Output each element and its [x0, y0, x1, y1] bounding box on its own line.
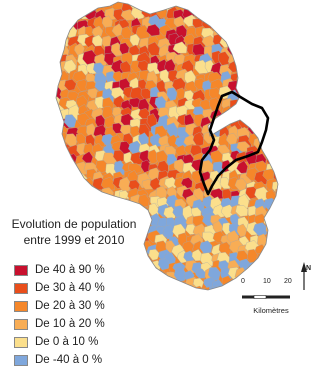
commune-cell: [247, 52, 260, 66]
commune-cell: [48, 189, 58, 202]
commune-cell: [256, 115, 267, 127]
commune-cell: [66, 203, 78, 216]
commune-cell: [50, 179, 61, 192]
commune-cell: [283, 197, 294, 208]
legend-label: De 40 à 90 %: [35, 264, 105, 276]
commune-cell: [237, 63, 247, 77]
commune-cell: [140, 0, 151, 9]
commune-cell: [220, 8, 234, 20]
commune-cell: [283, 134, 293, 147]
commune-cell: [221, 25, 234, 39]
commune-cell: [138, 267, 151, 280]
commune-cell: [276, 118, 287, 131]
commune-cell: [275, 151, 285, 165]
commune-cell: [210, 0, 223, 10]
commune-cell: [104, 198, 115, 212]
commune-cell: [258, 38, 269, 51]
commune-cell: [231, 26, 244, 39]
commune-cell: [209, 286, 223, 297]
commune-cell: [91, 196, 103, 209]
commune-cell: [274, 206, 287, 220]
commune-cell: [275, 53, 288, 67]
commune-cell: [238, 43, 249, 56]
commune-cell: [267, 234, 277, 247]
commune-cell: [119, 252, 131, 267]
commune-cell: [220, 0, 230, 13]
commune-cell: [281, 142, 293, 157]
commune-cell: [282, 98, 292, 108]
commune-cell: [147, 298, 157, 313]
commune-cell: [272, 0, 284, 8]
commune-cell: [265, 239, 278, 254]
commune-cell: [76, 189, 86, 205]
commune-cell: [105, 294, 115, 306]
commune-cell: [247, 62, 261, 76]
commune-cell: [50, 19, 63, 31]
commune-cell: [257, 253, 269, 265]
legend-item: [14, 316, 105, 332]
commune-cell: [86, 197, 95, 211]
commune-cell: [245, 18, 256, 31]
scale-ticks: [240, 278, 302, 287]
legend-title-line1: Evolution de population: [11, 217, 137, 231]
commune-cell: [48, 43, 59, 55]
commune-cell: [264, 0, 275, 10]
scale-tick-label: 0: [241, 278, 245, 285]
commune-cell: [123, 295, 135, 307]
commune-cell: [284, 60, 297, 74]
commune-cell: [164, 297, 178, 310]
commune-cell: [113, 297, 125, 309]
commune-cell: [123, 278, 136, 292]
commune-cell: [285, 162, 296, 174]
commune-cell: [111, 250, 124, 265]
commune-cell: [262, 15, 274, 27]
commune-cell: [157, 277, 171, 290]
commune-cell: [200, 6, 213, 20]
commune-cell: [276, 72, 290, 85]
commune-cell: [220, 19, 232, 35]
commune-cell: [276, 267, 288, 279]
legend-swatch: [14, 319, 28, 330]
commune-cell: [267, 133, 279, 147]
commune-cell: [246, 0, 257, 13]
commune-cell: [265, 145, 277, 157]
commune-cell: [257, 83, 268, 95]
commune-cell: [275, 215, 287, 229]
commune-cell: [202, 299, 216, 310]
commune-cell: [110, 277, 123, 287]
commune-cell: [138, 298, 152, 310]
commune-cell: [258, 64, 268, 78]
commune-cell: [285, 51, 295, 66]
commune-cell: [272, 134, 284, 148]
commune-cell: [255, 9, 267, 21]
commune-cell: [236, 24, 247, 39]
commune-cell: [255, 45, 267, 58]
commune-cell: [58, 195, 68, 209]
north-arrow-icon: [301, 262, 311, 290]
commune-cell: [118, 287, 130, 299]
commune-cell: [285, 72, 296, 86]
legend-item: [14, 280, 105, 296]
scale-unit-label: Kilomètres: [253, 306, 289, 315]
commune-cell: [282, 261, 293, 273]
commune-cell: [280, 250, 293, 263]
commune-cell: [277, 28, 290, 42]
commune-cell: [274, 240, 287, 252]
legend-item: [14, 334, 105, 350]
commune-cell: [114, 200, 124, 212]
commune-cell: [273, 8, 284, 21]
commune-cell: [284, 207, 294, 221]
commune-cell: [281, 181, 294, 192]
commune-cell: [283, 19, 293, 33]
commune-cell: [159, 296, 172, 308]
commune-cell: [249, 80, 263, 94]
commune-cell: [49, 150, 60, 164]
scale-tick-label: 20: [284, 278, 292, 285]
commune-cell: [236, 0, 246, 10]
commune-cell: [283, 37, 294, 51]
commune-cell: [56, 178, 70, 192]
commune-cell: [272, 81, 283, 92]
commune-cell: [238, 107, 250, 120]
legend-swatch: [14, 265, 28, 276]
commune-cell: [192, 297, 203, 312]
commune-cell: [46, 1, 58, 14]
legend-swatch: [14, 283, 28, 294]
commune-cell: [47, 37, 58, 48]
commune-cell: [266, 97, 278, 111]
commune-cell: [274, 197, 287, 209]
commune-cell: [246, 7, 260, 21]
commune-cell: [130, 271, 141, 282]
legend-label: De -40 à 0 %: [35, 354, 103, 366]
commune-cell: [240, 10, 251, 23]
commune-cell: [52, 24, 62, 34]
commune-cell: [282, 6, 295, 21]
commune-cell: [128, 298, 142, 310]
commune-cell: [129, 261, 142, 273]
commune-cell: [229, 285, 241, 299]
legend-item: [14, 262, 105, 278]
commune-cell: [68, 0, 79, 14]
commune-cell: [283, 150, 296, 163]
commune-cell: [172, 294, 184, 309]
commune-cell: [267, 27, 277, 41]
commune-cell: [263, 250, 277, 264]
commune-cell: [273, 17, 285, 28]
commune-cell: [281, 213, 293, 226]
commune-cell: [283, 235, 295, 248]
legend-item: [14, 298, 105, 314]
commune-cell: [48, 64, 60, 79]
commune-cell: [142, 261, 153, 275]
commune-cell: [262, 35, 274, 46]
commune-cell: [285, 1, 298, 14]
commune-cell: [68, 6, 83, 21]
commune-cell: [277, 124, 288, 138]
scale-bar: [240, 278, 302, 315]
scale-bar-graphic: [240, 295, 294, 300]
commune-cell: [50, 170, 63, 182]
commune-cell: [51, 198, 61, 214]
commune-cell: [273, 262, 287, 277]
commune-cell: [48, 118, 59, 130]
commune-cell: [113, 259, 125, 272]
commune-cell: [164, 279, 177, 292]
commune-cell: [285, 90, 297, 100]
commune-cell: [237, 72, 249, 85]
commune-cell: [255, 14, 267, 27]
commune-cell: [276, 96, 289, 108]
commune-cell: [248, 71, 263, 83]
commune-cell: [133, 277, 144, 287]
commune-cell: [286, 223, 295, 237]
commune-cell: [274, 234, 288, 247]
commune-cell: [267, 89, 277, 101]
commune-cell: [264, 81, 276, 93]
commune-cell: [212, 16, 224, 29]
commune-cell: [58, 187, 69, 199]
commune-cell: [248, 43, 259, 55]
commune-cell: [103, 254, 116, 268]
commune-cell: [58, 163, 69, 176]
commune-cell: [49, 8, 63, 24]
commune-cell: [218, 295, 231, 309]
commune-cell: [276, 32, 286, 47]
commune-cell: [284, 45, 296, 57]
commune-cell: [237, 53, 249, 64]
commune-cell: [284, 108, 294, 123]
commune-cell: [185, 296, 199, 309]
commune-cell: [148, 287, 160, 302]
commune-cell: [253, 53, 266, 67]
commune-cell: [75, 0, 89, 10]
commune-cell: [141, 279, 151, 292]
commune-cell: [245, 25, 257, 37]
legend-label: De 0 à 10 %: [35, 336, 99, 348]
commune-cell: [245, 38, 257, 51]
commune-cell: [131, 287, 143, 301]
commune-cell: [284, 81, 297, 91]
commune-cell: [276, 252, 290, 266]
commune-cell: [70, 178, 82, 192]
commune-cell: [148, 279, 159, 292]
commune-cell: [211, 298, 223, 312]
commune-cell: [230, 11, 240, 23]
commune-cell: [254, 0, 267, 12]
commune-cell: [235, 35, 248, 46]
commune-cell: [264, 54, 277, 66]
commune-cell: [204, 0, 217, 10]
commune-cell: [230, 2, 244, 15]
commune-cell: [131, 254, 142, 265]
commune-cell: [285, 26, 298, 41]
commune-cell: [274, 89, 287, 101]
legend-label: De 30 à 40 %: [35, 282, 105, 294]
commune-cell: [257, 89, 268, 104]
commune-cell: [239, 77, 252, 90]
commune-cell: [140, 290, 154, 304]
commune-cell: [220, 287, 233, 302]
commune-cell: [67, 196, 79, 209]
commune-cell: [274, 146, 285, 158]
commune-cell: [119, 258, 131, 272]
commune-cell: [249, 114, 260, 129]
commune-cell: [276, 64, 287, 76]
commune-cell: [150, 0, 163, 10]
commune-cell: [58, 5, 69, 21]
commune-cell: [284, 242, 294, 256]
legend-item: [14, 352, 105, 368]
legend-label: De 10 à 20 %: [35, 318, 105, 330]
north-arrow-label: N: [306, 265, 312, 272]
commune-cell: [285, 119, 298, 131]
scale-tick-label: 10: [263, 278, 271, 285]
commune-cell: [78, 199, 90, 211]
commune-cell: [257, 267, 270, 277]
commune-cell: [273, 109, 286, 122]
commune-cell: [101, 204, 114, 216]
commune-cell: [175, 286, 186, 300]
legend-label: De 20 à 30 %: [35, 300, 105, 312]
commune-cell: [58, 170, 69, 182]
commune-cell: [69, 191, 81, 204]
commune-cell: [209, 9, 223, 24]
commune-cell: [235, 17, 250, 29]
commune-cell: [247, 262, 261, 276]
commune-cell: [267, 43, 281, 55]
commune-cell: [265, 73, 278, 85]
commune-cell: [119, 266, 132, 280]
commune-cell: [59, 0, 73, 11]
commune-cell: [274, 222, 287, 235]
commune-cell: [156, 286, 169, 300]
legend-title-line2: entre 1999 et 2010: [23, 233, 125, 247]
commune-cell: [227, 33, 238, 47]
legend-swatch: [14, 355, 28, 366]
commune-cell: [267, 10, 279, 21]
commune-cell: [48, 134, 58, 148]
commune-cell: [259, 260, 270, 272]
commune-cell: [228, 295, 239, 306]
legend-title: [4, 216, 144, 248]
commune-cell: [111, 267, 124, 281]
legend-swatch: [14, 337, 28, 348]
commune-cell: [230, 99, 242, 112]
commune-cell: [281, 173, 294, 186]
commune-cell: [48, 125, 58, 137]
legend-swatch: [14, 301, 28, 312]
commune-cell: [265, 260, 276, 274]
commune-cell: [164, 290, 177, 301]
commune-cell: [258, 71, 269, 85]
commune-cell: [285, 188, 297, 201]
commune-cell: [285, 127, 297, 139]
commune-cell: [194, 0, 207, 12]
commune-cell: [50, 161, 63, 171]
commune-cell: [275, 161, 286, 176]
commune-cell: [57, 151, 71, 166]
commune-cell: [109, 289, 121, 301]
commune-cell: [267, 62, 277, 74]
commune-cell: [228, 17, 242, 31]
commune-cell: [273, 44, 287, 59]
commune-cell: [255, 23, 269, 37]
commune-cell: [48, 141, 61, 154]
